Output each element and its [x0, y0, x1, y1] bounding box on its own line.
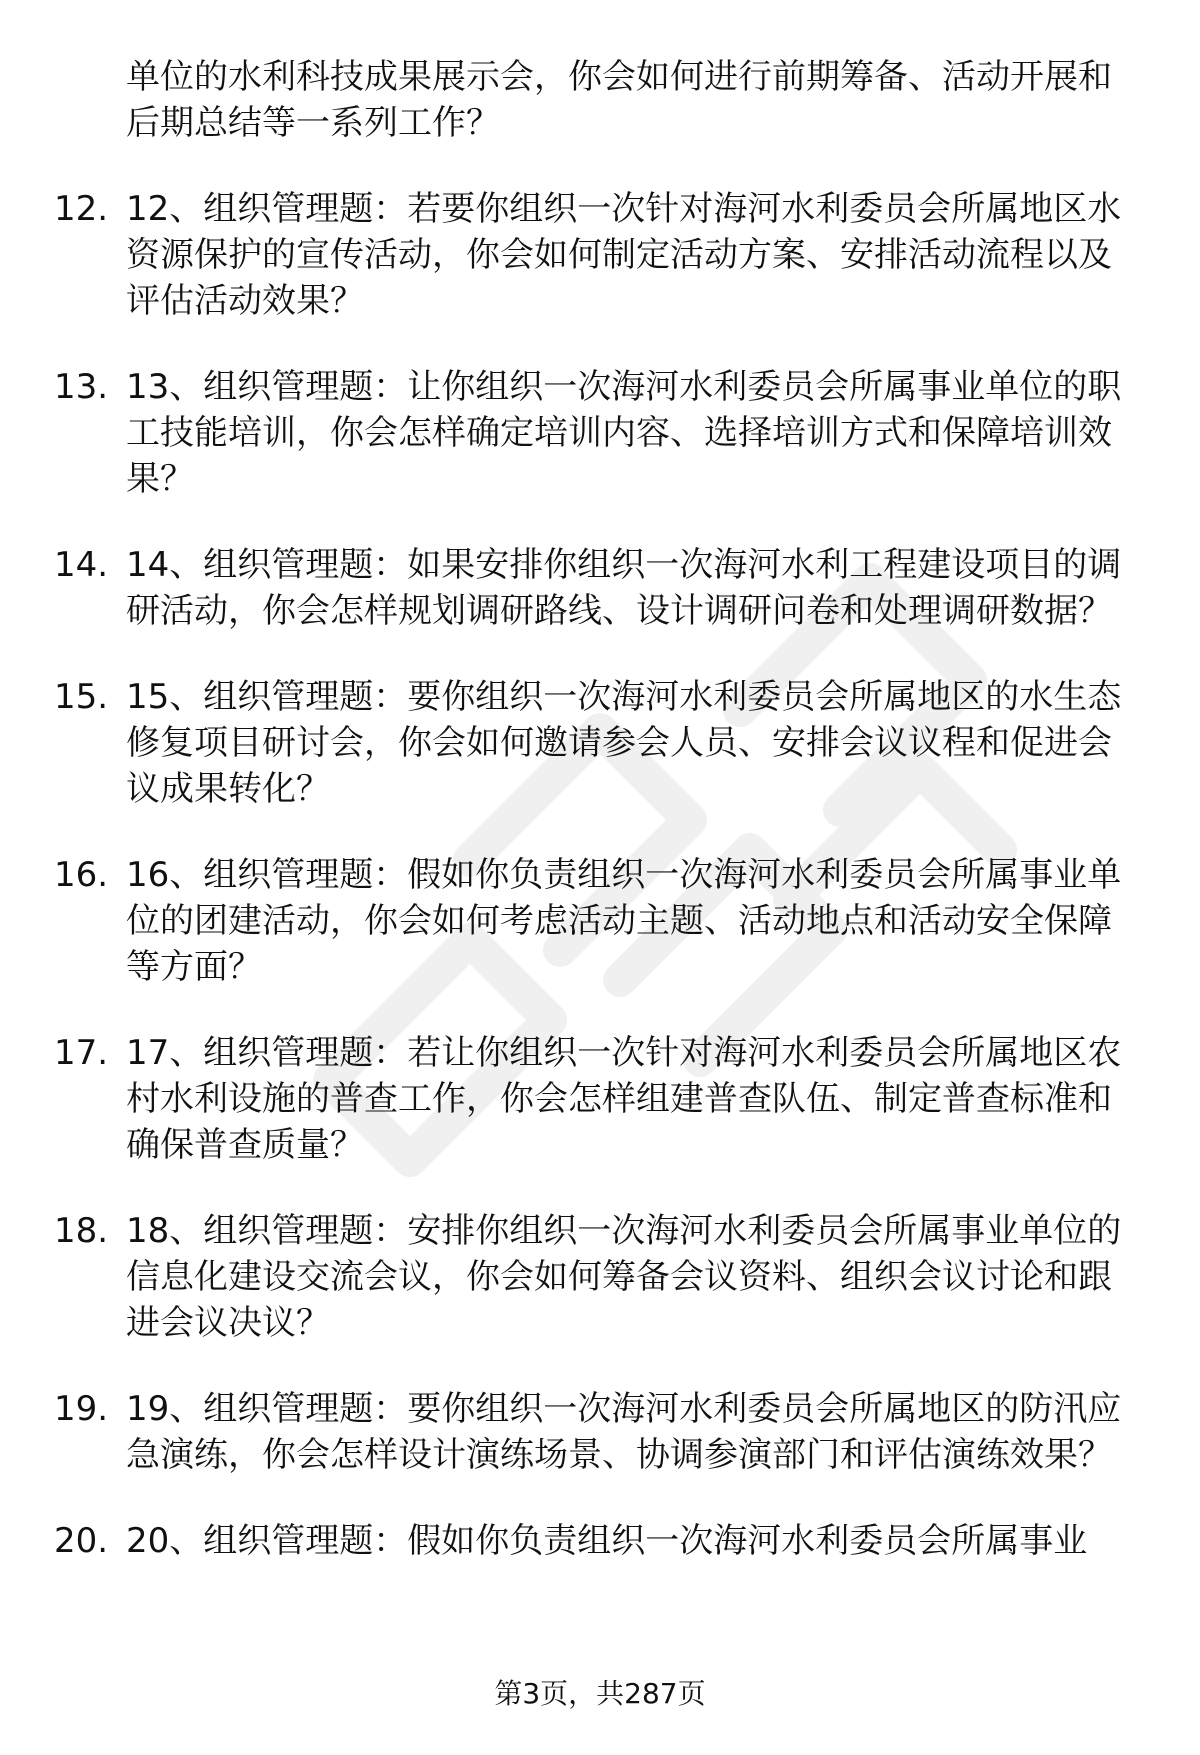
item-text: 20、组织管理题：假如你负责组织一次海河水利委员会所属事业	[126, 1521, 1088, 1561]
item-text: 16、组织管理题：假如你负责组织一次海河水利委员会所属事业单位的团建活动，你会如何考虑活动主题、活动地点和活动安全保障等方面？	[126, 855, 1122, 987]
item-number: 15.	[54, 677, 109, 717]
list-item	[0, 674, 1200, 812]
item-number: 14.	[54, 545, 109, 585]
list-item	[0, 852, 1200, 990]
item-number: 17.	[54, 1033, 109, 1073]
item-text: 17、组织管理题：若让你组织一次针对海河水利委员会所属地区农村水利设施的普查工作，你会怎样组建普查队伍、制定普查标准和确保普查质量？	[126, 1033, 1122, 1165]
item-number: 19.	[54, 1389, 109, 1429]
continued-question-text: 单位的水利科技成果展示会，你会如何进行前期筹备、活动开展和后期总结等一系列工作？	[126, 57, 1112, 143]
list-item	[0, 1386, 1200, 1478]
item-text: 14、组织管理题：如果安排你组织一次海河水利工程建设项目的调研活动，你会怎样规划调研路线、设计调研问卷和处理调研数据？	[126, 545, 1122, 631]
list-item	[0, 364, 1200, 502]
list-item	[0, 186, 1200, 324]
page-number-footer: 第3页，共287页	[494, 1677, 706, 1710]
item-text: 18、组织管理题：安排你组织一次海河水利委员会所属事业单位的信息化建设交流会议，你会如何筹备会议资料、组织会议讨论和跟进会议决议？	[126, 1211, 1122, 1343]
item-number: 13.	[54, 367, 109, 407]
list-item	[0, 542, 1200, 634]
item-number: 16.	[54, 855, 109, 895]
list-item	[0, 1208, 1200, 1346]
list-item	[0, 1030, 1200, 1168]
item-number: 12.	[54, 189, 109, 229]
item-text: 15、组织管理题：要你组织一次海河水利委员会所属地区的水生态修复项目研讨会，你会如何邀请参会人员、安排会议议程和促进会议成果转化？	[126, 677, 1122, 809]
item-text: 19、组织管理题：要你组织一次海河水利委员会所属地区的防汛应急演练，你会怎样设计演练场景、协调参演部门和评估演练效果？	[126, 1389, 1122, 1475]
question-list	[0, 54, 1200, 1604]
list-item	[0, 1518, 1200, 1564]
item-number: 18.	[54, 1211, 109, 1251]
item-text: 12、组织管理题：若要你组织一次针对海河水利委员会所属地区水资源保护的宣传活动，你会如何制定活动方案、安排活动流程以及评估活动效果？	[126, 189, 1122, 321]
item-text: 13、组织管理题：让你组织一次海河水利委员会所属事业单位的职工技能培训，你会怎样确定培训内容、选择培训方式和保障培训效果？	[126, 367, 1122, 499]
item-number: 20.	[54, 1521, 109, 1561]
